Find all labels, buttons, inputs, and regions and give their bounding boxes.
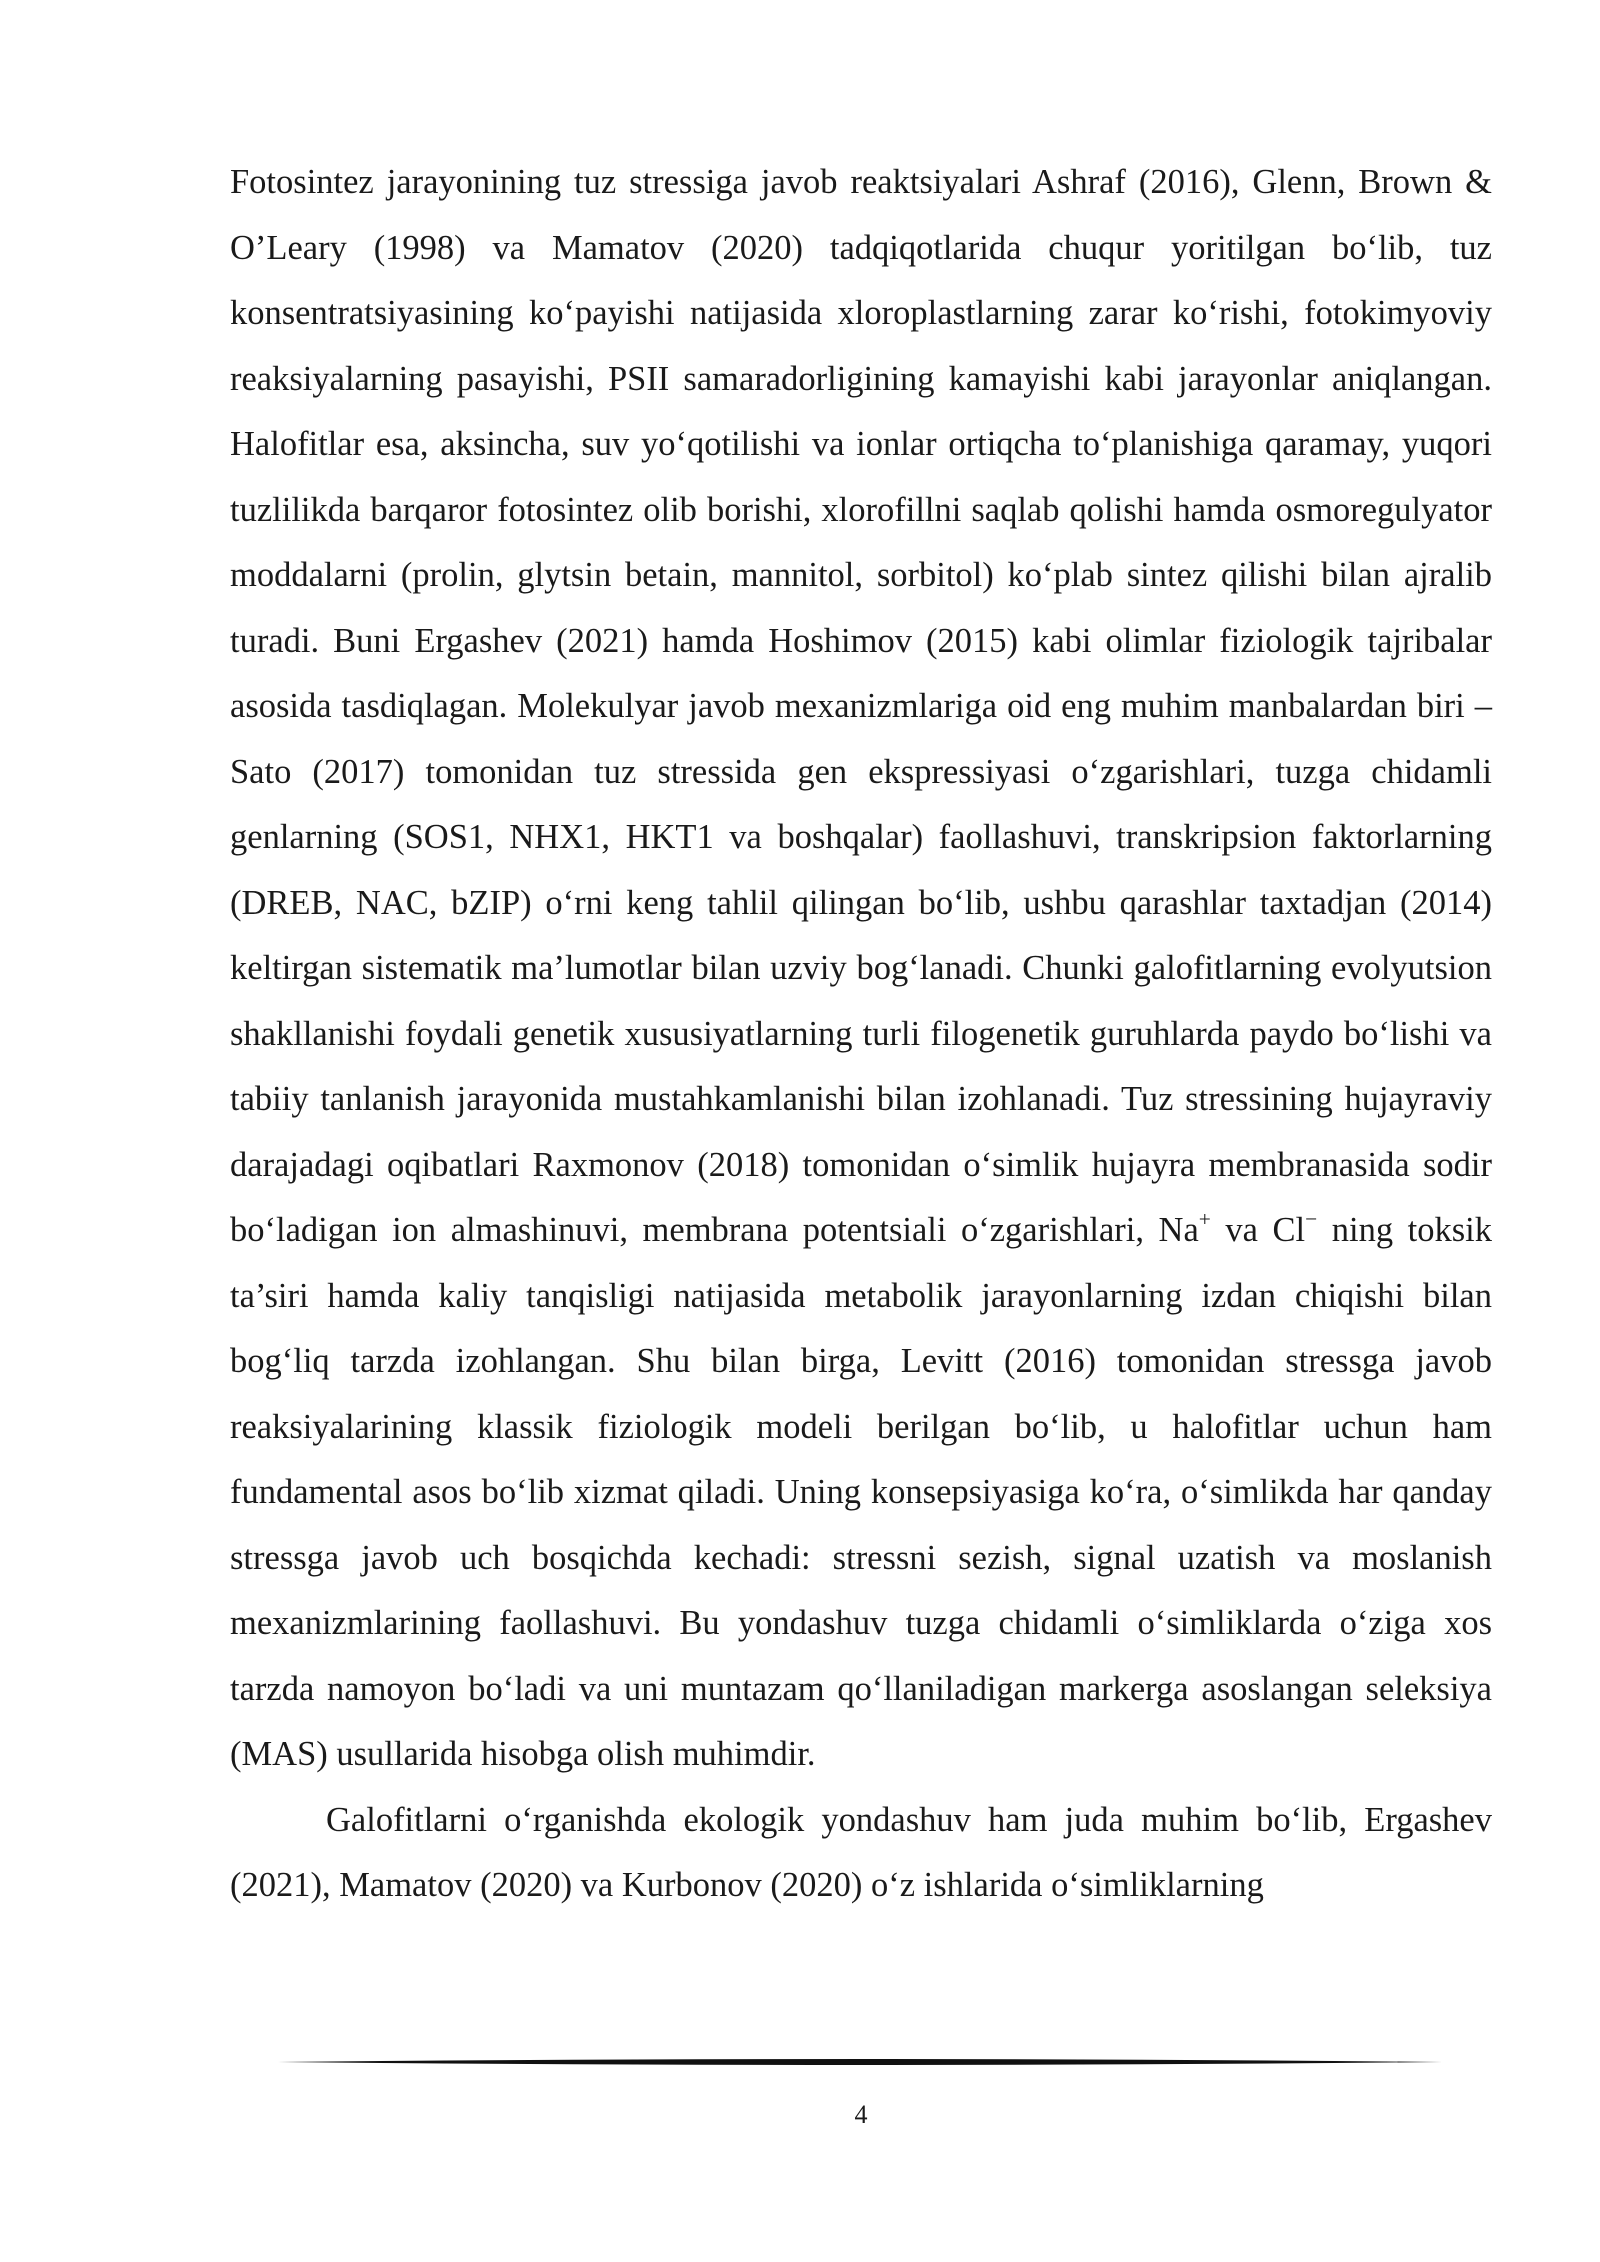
- page-number: 4: [854, 2100, 868, 2129]
- footer-divider: [278, 2056, 1442, 2068]
- paragraph-1: [230, 150, 1492, 1788]
- footer-divider-shape: [278, 2056, 1442, 2068]
- paragraph-1-part-1: Fotosintez jarayonining tuz stressiga javob reaktsiyalari Ashraf (2016), Glenn, Brown & O’Leary (1998) va Mamatov (2020) tadqiqotlarida chuqur yoritilgan bo‘lib, tuz konsentratsiyasining ko‘payishi natijasida xloroplastlarning zarar ko‘rishi, fotokimyoviy reaksiyalarning pasayishi, PSII samaradorligining kamayishi kabi jarayonlar aniqlangan. Halofitlar esa, aksincha, suv yo‘qotilishi va ionlar ortiqcha to‘planishiga qaramay, yuqori tuzlilikda barqaror fotosintez olib borishi, xlorofillni saqlab qolishi hamda osmoregulyator moddalarni (prolin, glytsin betain, mannitol, sorbitol) ko‘plab sintez qilishi bilan ajralib turadi. Buni Ergashev (2021) hamda Hoshimov (2015) kabi olimlar fiziologik tajribalar asosida tasdiqlagan. Molekulyar javob mexanizmlariga oid eng muhim manbalardan biri – Sato (2017) tomonidan tuz stressida gen ekspressiyasi o‘zgarishlari, tuzga chidamli genlarning (SOS1, NHX1, HKT1 va boshqalar) faollashuvi, transkripsion faktorlarning (DREB, NAC, bZIP) o‘rni keng tahlil qilingan bo‘lib, ushbu qarashlar taxtadjan (2014) keltirgan sistematik ma’lumotlar bilan uzviy bog‘lanadi. Chunki galofitlarning evolyutsion shakllanishi foydali genetik xususiyatlarning turli filogenetik guruhlarda paydo bo‘lishi va tabiiy tanlanish jarayonida mustahkamlanishi bilan izohlanadi. Tuz stressining hujayraviy darajadagi oqibatlari Raxmonov (2018) tomonidan o‘simlik hujayra membranasida sodir bo‘ladigan ion almashinuvi, membrana potentsiali o‘zgarishlari,: [230, 163, 1492, 1249]
- sodium-charge: +: [1198, 1207, 1211, 1232]
- sodium-ion-symbol: [1158, 1207, 1211, 1249]
- paragraph-2: Galofitlarni o‘rganishda ekologik yondashuv ham juda muhim bo‘lib, Ergashev (2021), Mamatov (2020) va Kurbonov (2020) o‘z ishlarida o‘simliklarning: [230, 1800, 1492, 1904]
- chloride-ion-symbol: [1272, 1207, 1318, 1249]
- chloride-charge: −: [1305, 1207, 1318, 1232]
- body-text: [230, 150, 1492, 1919]
- chlorine-symbol: Cl: [1272, 1211, 1306, 1249]
- sodium-symbol: Na: [1158, 1211, 1199, 1249]
- paragraph-1-part-2: ning toksik ta’siri hamda kaliy tanqisligi natijasida metabolik jarayonlarning izdan chiqishi bilan bog‘liq tarzda izohlangan. Shu bilan birga, Levitt (2016) tomonidan stressga javob reaksiyalarining klassik fiziologik modeli berilgan bo‘lib, u halofitlar uchun ham fundamental asos bo‘lib xizmat qiladi. Uning konsepsiyasiga ko‘ra, o‘simlikda har qanday stressga javob uch bosqichda kechadi: stressni sezish, signal uzatish va moslanish mexanizmlarining faollashuvi. Bu yondashuv tuzga chidamli o‘simliklarda o‘ziga xos tarzda namoyon bo‘ladi va uni muntazam qo‘llaniladigan markerga asoslangan seleksiya (MAS) usullarida hisobga olish muhimdir.: [230, 1211, 1493, 1773]
- paragraph-1-connector: va: [1225, 1211, 1258, 1249]
